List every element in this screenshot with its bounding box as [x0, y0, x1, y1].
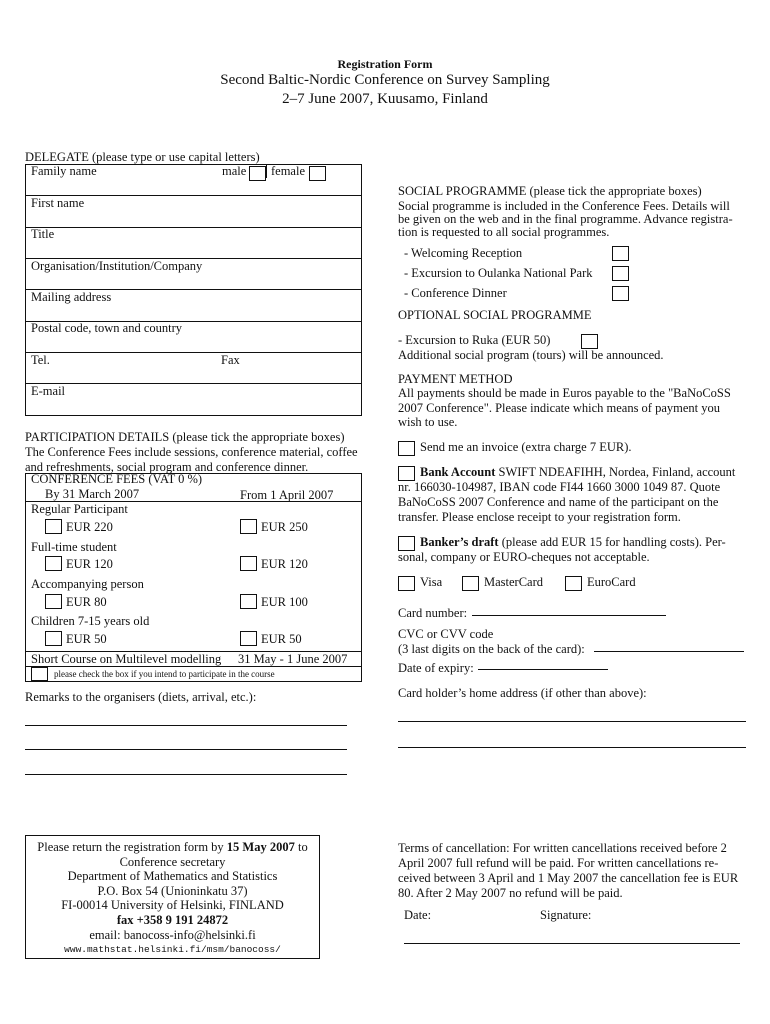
female-checkbox[interactable] — [309, 166, 326, 181]
bank-account-text: nr. 166030-104987, IBAN code FI44 1660 3000 1049 87. Quote — [398, 480, 721, 494]
return-deadline: 15 May 2007 — [226, 840, 295, 854]
short-course-date: 31 May - 1 June 2007 — [238, 652, 348, 666]
return-line — [25, 840, 320, 855]
accompanying-early-checkbox[interactable] — [45, 594, 62, 609]
optional-heading: OPTIONAL SOCIAL PROGRAMME — [398, 308, 592, 322]
children-late-checkbox[interactable] — [240, 631, 257, 646]
return-website[interactable]: www.mathstat.helsinki.fi/msm/banocoss/ — [64, 944, 281, 955]
short-course-label: Short Course on Multilevel modelling — [31, 652, 222, 666]
remarks-label: Remarks to the organisers (diets, arrival, etc.): — [25, 690, 257, 704]
home-address-line[interactable] — [398, 721, 746, 722]
cancellation-text: ceived between 3 April and 1 May 2007 the cancellation fee is EUR — [398, 871, 739, 885]
bank-account-checkbox[interactable] — [398, 466, 415, 481]
regular-early-price: EUR 220 — [66, 520, 113, 534]
children-early-checkbox[interactable] — [45, 631, 62, 646]
card-number-label: Card number: — [398, 606, 468, 620]
payment-heading: PAYMENT METHOD — [398, 372, 513, 386]
form-title: Registration Form — [337, 57, 433, 71]
social-text: be given on the web and in the final programme. Advance registra- — [398, 212, 733, 226]
bankers-draft-title: Banker’s draft — [420, 535, 499, 549]
dinner-checkbox[interactable] — [612, 286, 629, 301]
social-text: Social programme is included in the Conference Fees. Details will — [398, 199, 730, 213]
home-address-label: Card holder’s home address (if other than above): — [398, 686, 647, 700]
cancellation-text: April 2007 full refund will be paid. For written cancellations re- — [398, 856, 719, 870]
children-early-price: EUR 50 — [66, 632, 107, 646]
invoice-checkbox[interactable] — [398, 441, 415, 456]
mastercard-label: MasterCard — [484, 575, 544, 589]
postal-label[interactable]: Postal code, town and country — [31, 321, 183, 335]
from-date-label: From 1 April 2007 — [240, 488, 334, 502]
return-line: P.O. Box 54 (Unioninkatu 37) — [97, 884, 248, 898]
by-date-label: By 31 March 2007 — [45, 487, 140, 501]
return-line: FI-00014 University of Helsinki, FINLAND — [61, 898, 284, 912]
title-label[interactable]: Title — [31, 227, 55, 241]
cancellation-text: Terms of cancellation: For written cancellations received before 2 — [398, 841, 727, 855]
bankers-draft-text: (please add EUR 15 for handling costs). Per- — [498, 535, 726, 549]
bank-account-text: SWIFT NDEAFIHH, Nordea, Finland, account — [495, 465, 736, 479]
cvc-label: CVC or CVV code — [398, 627, 494, 641]
mailing-address-label[interactable]: Mailing address — [31, 290, 112, 304]
social-text: tion is requested to all social programmes. — [398, 225, 610, 239]
mastercard-checkbox[interactable] — [462, 576, 479, 591]
bank-account-text: BaNoCoSS 2007 Conference and name of the participant on the — [398, 495, 719, 509]
cvc-hint: (3 last digits on the back of the card): — [398, 642, 585, 656]
signature-label: Signature: — [540, 908, 592, 922]
bank-account-line — [420, 465, 735, 480]
card-number-field[interactable] — [472, 615, 666, 616]
regular-late-price: EUR 250 — [261, 520, 308, 534]
accompanying-late-checkbox[interactable] — [240, 594, 257, 609]
date-label: Date: — [404, 908, 432, 922]
remarks-line[interactable] — [25, 749, 347, 750]
signature-line[interactable] — [404, 943, 740, 944]
social-heading: SOCIAL PROGRAMME (please tick the appropriate boxes) — [398, 184, 702, 198]
payment-text: wish to use. — [398, 415, 458, 429]
expiry-label: Date of expiry: — [398, 661, 474, 675]
bankers-draft-text: sonal, company or EURO-cheques not acceptable. — [398, 550, 650, 564]
regular-late-checkbox[interactable] — [240, 519, 257, 534]
dinner-label: - Conference Dinner — [404, 286, 507, 300]
delegate-row-line — [25, 352, 362, 353]
delegate-heading: DELEGATE (please type or use capital letters) — [25, 150, 260, 164]
accompanying-early-price: EUR 80 — [66, 595, 107, 609]
regular-early-checkbox[interactable] — [45, 519, 62, 534]
conference-title: Second Baltic-Nordic Conference on Survey Sampling — [220, 72, 550, 88]
home-address-line[interactable] — [398, 747, 746, 748]
bankers-draft-line — [420, 535, 726, 550]
children-label: Children 7-15 years old — [31, 614, 150, 628]
email-label[interactable]: E-mail — [31, 384, 66, 398]
female-label: female — [271, 164, 306, 178]
organisation-label[interactable]: Organisation/Institution/Company — [31, 259, 203, 273]
accompanying-label: Accompanying person — [31, 577, 144, 591]
family-name-label: Family name — [31, 164, 97, 178]
bankers-draft-checkbox[interactable] — [398, 536, 415, 551]
participation-text: and refreshments, social program and conference dinner. — [25, 460, 309, 474]
delegate-row-line — [25, 383, 362, 384]
participation-text: The Conference Fees include sessions, conference material, coffee — [25, 445, 358, 459]
bank-account-text: transfer. Please enclose receipt to your registration form. — [398, 510, 681, 524]
delegate-row-line — [25, 227, 362, 228]
bank-account-title: Bank Account — [420, 465, 496, 479]
cvc-field[interactable] — [594, 651, 744, 652]
fax-label[interactable]: Fax — [221, 353, 240, 367]
children-late-price: EUR 50 — [261, 632, 302, 646]
male-checkbox[interactable] — [249, 166, 266, 181]
return-text: to — [294, 840, 308, 854]
eurocard-checkbox[interactable] — [565, 576, 582, 591]
first-name-label[interactable]: First name — [31, 196, 85, 210]
regular-label: Regular Participant — [31, 502, 128, 516]
cancellation-text: 80. After 2 May 2007 no refund will be paid. — [398, 886, 623, 900]
student-label: Full-time student — [31, 540, 117, 554]
welcoming-label: - Welcoming Reception — [404, 246, 523, 260]
ruka-checkbox[interactable] — [581, 334, 598, 349]
return-fax: fax +358 9 191 24872 — [116, 913, 229, 927]
fees-line — [25, 666, 362, 667]
visa-label: Visa — [420, 575, 443, 589]
family-name-divider — [266, 164, 267, 178]
short-course-checkbox[interactable] — [31, 667, 48, 681]
expiry-field[interactable] — [478, 669, 608, 670]
ruka-label: - Excursion to Ruka (EUR 50) — [398, 333, 551, 347]
remarks-line[interactable] — [25, 774, 347, 775]
return-text: Please return the registration form by — [37, 840, 227, 854]
student-early-price: EUR 120 — [66, 557, 113, 571]
additional-text: Additional social program (tours) will be announced. — [398, 348, 664, 362]
short-course-note: please check the box if you intend to participate in the course — [54, 669, 275, 679]
conference-dates: 2–7 June 2007, Kuusamo, Finland — [282, 91, 488, 107]
student-late-checkbox[interactable] — [240, 556, 257, 571]
student-late-price: EUR 120 — [261, 557, 308, 571]
participation-heading: PARTICIPATION DETAILS (please tick the appropriate boxes) — [25, 430, 345, 444]
payment-text: 2007 Conference". Please indicate which means of payment you — [398, 401, 721, 415]
return-line: Department of Mathematics and Statistics — [67, 869, 278, 883]
excursion-checkbox[interactable] — [612, 266, 629, 281]
eurocard-label: EuroCard — [587, 575, 636, 589]
visa-checkbox[interactable] — [398, 576, 415, 591]
remarks-line[interactable] — [25, 725, 347, 726]
excursion-label: - Excursion to Oulanka National Park — [404, 266, 593, 280]
welcoming-checkbox[interactable] — [612, 246, 629, 261]
tel-label[interactable]: Tel. — [31, 353, 50, 367]
fees-heading: CONFERENCE FEES (VAT 0 %) — [31, 472, 203, 486]
male-label: male — [222, 164, 247, 178]
invoice-label: Send me an invoice (extra charge 7 EUR). — [420, 440, 632, 454]
accompanying-late-price: EUR 100 — [261, 595, 308, 609]
return-email[interactable]: email: banocoss-info@helsinki.fi — [89, 928, 256, 942]
return-line: Conference secretary — [119, 855, 226, 869]
student-early-checkbox[interactable] — [45, 556, 62, 571]
payment-text: All payments should be made in Euros payable to the "BaNoCoSS — [398, 386, 731, 400]
